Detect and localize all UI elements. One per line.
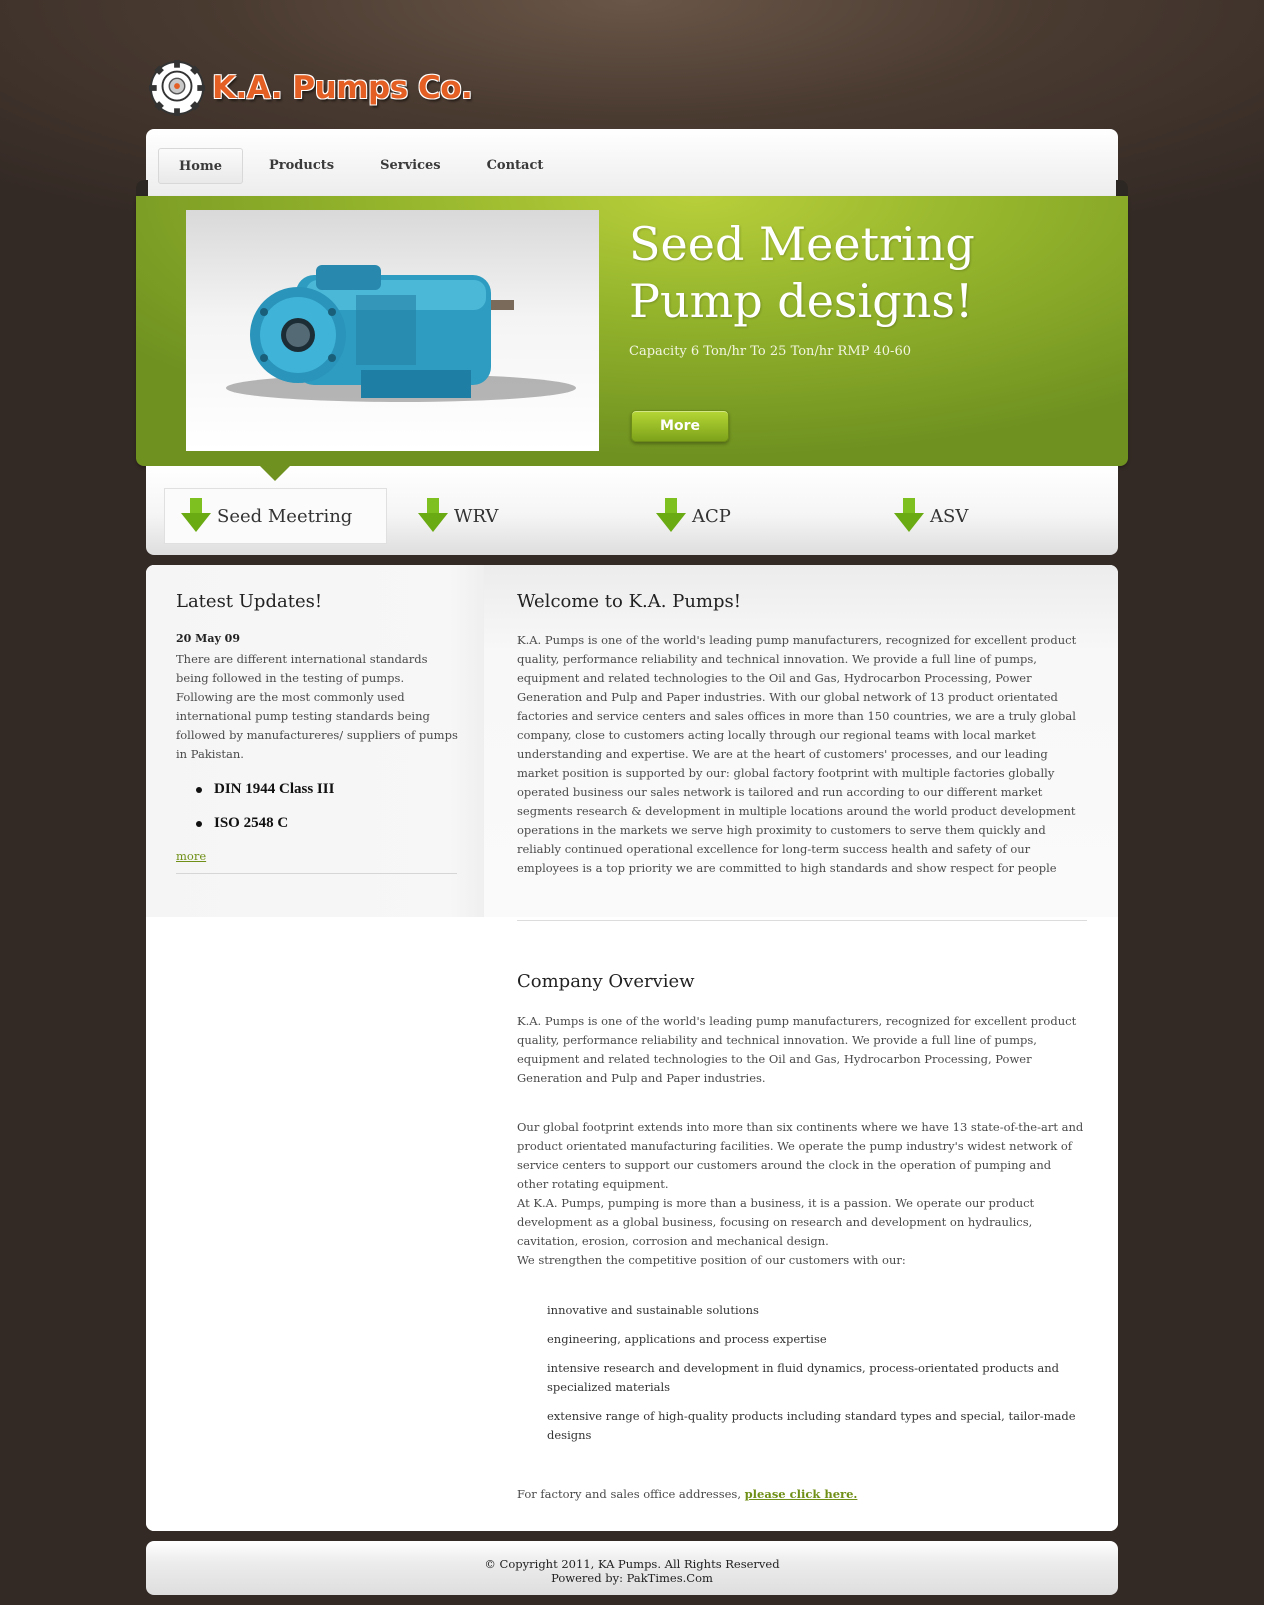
down-arrow-icon [894, 498, 924, 534]
list-item: DIN 1944 Class III [192, 777, 334, 811]
list-item: engineering, applications and process expertise [547, 1332, 827, 1346]
update-text: There are different international standards being followed in the testing of pumps. Following are the most commonly used international pump testing standards being followed by manufactureres/ suppliers of pumps in Pakistan. [176, 652, 458, 761]
sidebar-title: Latest Updates! [176, 591, 323, 612]
product-tabs [146, 466, 1118, 555]
update-date: 20 May 09 [176, 632, 240, 645]
overview-paragraph: K.A. Pumps is one of the world's leading pump manufacturers, recognized for excellent product quality, performance reliability and technical innovation. We provide a full line of pumps, equipment and related technologies to the Oil and Gas, Hydrocarbon Processing, Power Generation and Pulp and Paper industries. [517, 1014, 1077, 1085]
tab-wrv[interactable] [402, 488, 625, 544]
powered-by-text: Powered by: PakTimes.Com [551, 1571, 713, 1585]
nav-products[interactable]: Products [268, 158, 335, 173]
hero-more-button[interactable]: More [631, 410, 729, 442]
list-item: ISO 2548 C [192, 811, 334, 845]
addresses-line [517, 1487, 857, 1501]
nav-services[interactable]: Services [380, 158, 441, 173]
sidebar-more-link[interactable]: more [176, 849, 207, 863]
nav-contact[interactable]: Contact [486, 158, 544, 173]
site-logo[interactable] [148, 56, 472, 120]
tab-label: WRV [454, 505, 499, 527]
overview-paragraph: At K.A. Pumps, pumping is more than a business, it is a passion. We operate our product development as a global business, focusing on research and development on hydraulics, cavitation, erosion, corrosion and mechanical design. [517, 1196, 1035, 1248]
hero-title: Seed Meetring Pump designs! [629, 217, 975, 328]
tab-label: ACP [692, 505, 731, 527]
addresses-link[interactable]: please click here. [744, 1487, 858, 1501]
welcome-title: Welcome to K.A. Pumps! [517, 591, 741, 612]
active-tab-pointer [260, 466, 290, 481]
main-nav [158, 148, 569, 184]
tab-label: Seed Meetring [217, 505, 353, 527]
strengths-list [547, 1301, 1087, 1455]
list-item: intensive research and development in fluid dynamics, process-orientated products and specialized materials [547, 1361, 1060, 1394]
logo-text: K.A. Pumps Co. [212, 70, 473, 106]
down-arrow-icon [656, 498, 686, 534]
copyright-text: © Copyright 2011, KA Pumps. All Rights Reserved [484, 1557, 780, 1571]
site-footer [146, 1541, 1118, 1595]
divider [517, 920, 1087, 921]
down-arrow-icon [418, 498, 448, 534]
tab-acp[interactable] [640, 488, 863, 544]
gear-logo-icon [148, 59, 206, 117]
tab-asv[interactable] [878, 488, 1101, 544]
divider [176, 873, 457, 874]
overview-title: Company Overview [517, 971, 695, 992]
hero-banner [136, 196, 1128, 466]
down-arrow-icon [181, 498, 211, 534]
nav-bar [146, 129, 1118, 199]
list-item: innovative and sustainable solutions [547, 1303, 759, 1317]
hero-product-image [186, 210, 599, 451]
overview-paragraph: Our global footprint extends into more than six continents where we have 13 state-of-the-art and product orientated manufacturing facilities. We operate the pump industry's widest network of service centers to support our customers around the clock in the operation of pumping and other rotating equipment. [517, 1120, 1084, 1191]
tab-seed-meetring[interactable] [164, 488, 387, 544]
tab-label: ASV [930, 505, 969, 527]
welcome-text: K.A. Pumps is one of the world's leading pump manufacturers, recognized for excellent product quality, performance reliability and technical innovation. We provide a full line of pumps, equipment and related technologies to the Oil and Gas, Hydrocarbon Processing, Power Generation and Pulp and Paper industries. With our global network of 13 product orientated factories and service centers and sales offices in more than 150 countries, we are a truly global company, close to customers acting locally through our regional teams with local market understanding and expertise. We are at the heart of customers' processes, and our leading market position is supported by our: global factory footprint with multiple factories globally operated business our sales network is tailored and run according to our different market segments research & development in multiple locations around the world product development operations in the markets we serve high proximity to customers to serve them quickly and reliably continued operational excellence for long-term success health and safety of our employees is a top priority we are committed to high standards and show respect for people [517, 633, 1077, 875]
pump-image-icon [186, 210, 599, 451]
nav-home[interactable]: Home [158, 148, 243, 184]
hero-subtitle: Capacity 6 Ton/hr To 25 Ton/hr RMP 40-60 [629, 344, 911, 359]
addresses-prefix: For factory and sales office addresses, [517, 1487, 741, 1501]
overview-paragraphs [517, 1118, 1085, 1270]
content-panel [146, 565, 1118, 1531]
standards-list [192, 777, 334, 845]
overview-paragraph: We strengthen the competitive position of our customers with our: [517, 1253, 906, 1267]
list-item: extensive range of high-quality products including standard types and special, tailor-made designs [547, 1409, 1076, 1442]
